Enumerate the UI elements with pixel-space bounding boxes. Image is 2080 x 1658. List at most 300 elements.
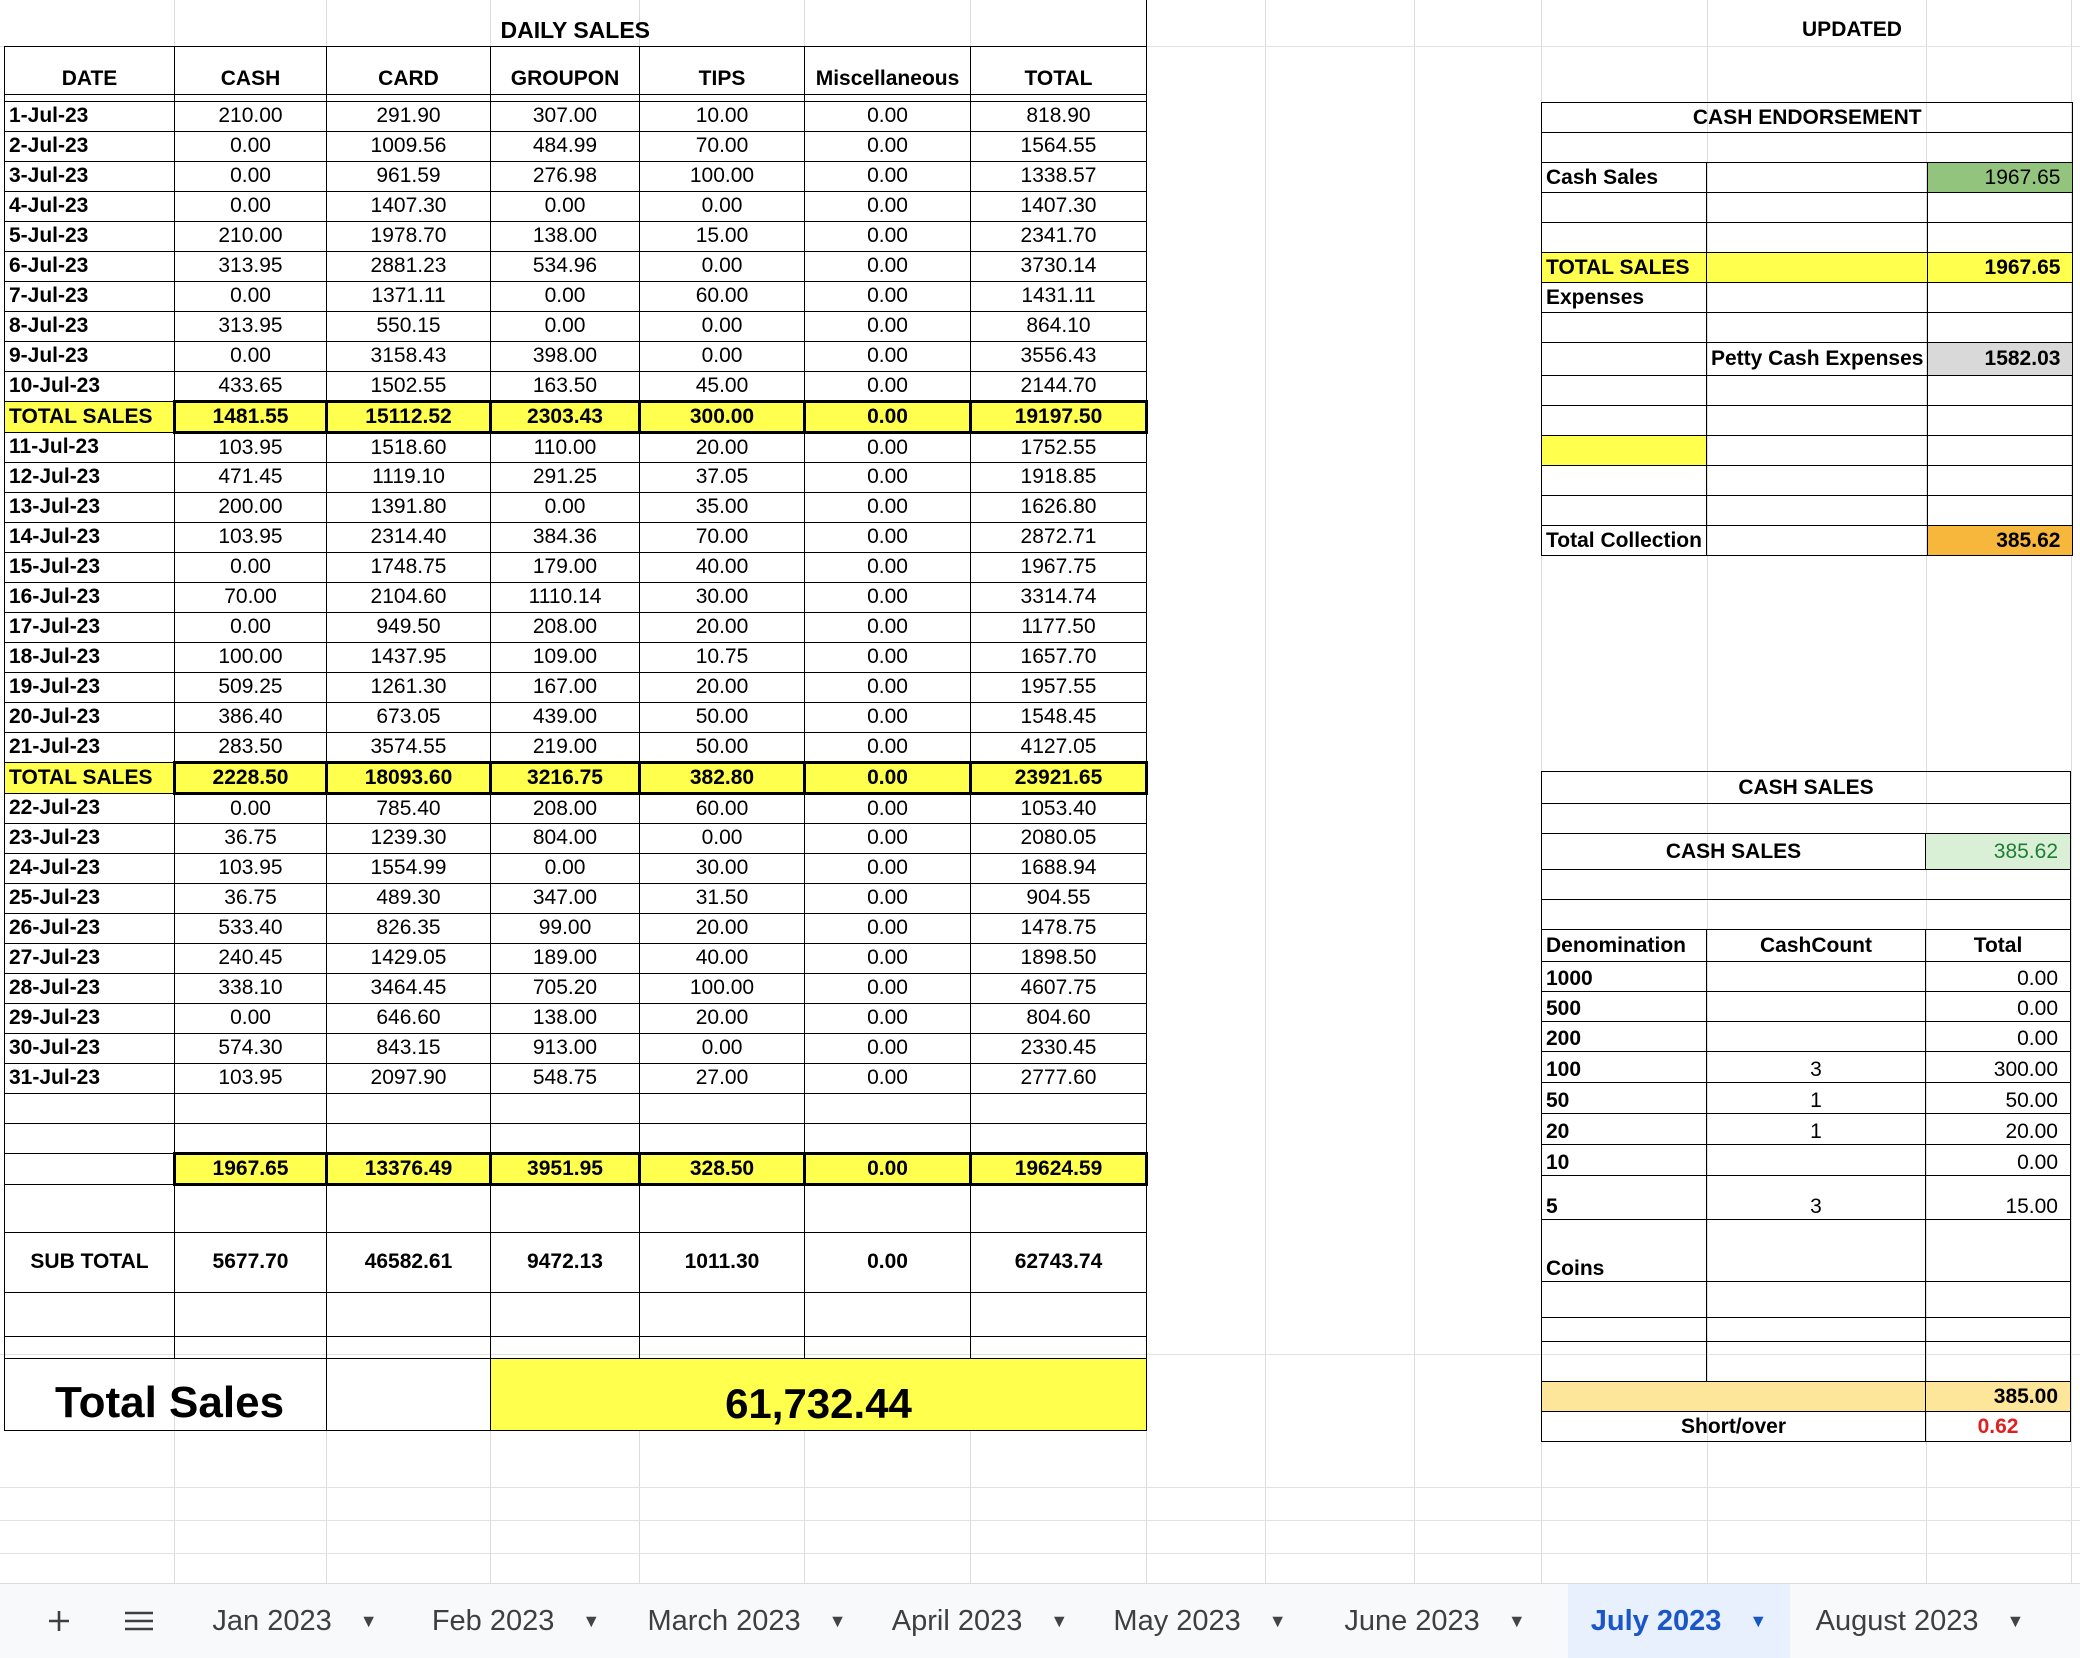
cell-total[interactable]: 2872.71 (971, 522, 1147, 552)
cell-misc[interactable]: 0.00 (805, 612, 971, 642)
sheet-tab[interactable] (1790, 1584, 2050, 1658)
cell-tips[interactable]: 328.50 (640, 1153, 805, 1184)
chevron-down-icon[interactable]: ▼ (1050, 1610, 1069, 1631)
cell-total[interactable]: 23921.65 (971, 762, 1147, 793)
cell-misc[interactable]: 0.00 (805, 582, 971, 612)
cell-date[interactable]: 6-Jul-23 (5, 251, 175, 281)
cell-card[interactable]: 2881.23 (327, 251, 491, 281)
cell-date[interactable]: 2-Jul-23 (5, 131, 175, 161)
cell-date[interactable]: 16-Jul-23 (5, 582, 175, 612)
cell-date[interactable]: 3-Jul-23 (5, 161, 175, 191)
cell-cash[interactable]: 433.65 (175, 371, 327, 401)
denomination-value[interactable]: 500 (1542, 992, 1707, 1022)
cell-groupon[interactable]: 138.00 (491, 1003, 640, 1033)
cell-card[interactable]: 3158.43 (327, 341, 491, 371)
cell-cash[interactable]: 0.00 (175, 131, 327, 161)
cell-card[interactable]: 15112.52 (327, 401, 491, 432)
col-header-card[interactable]: CARD (327, 46, 491, 94)
cell-card[interactable]: 673.05 (327, 702, 491, 732)
cell-groupon[interactable]: 534.96 (491, 251, 640, 281)
cell-misc[interactable]: 0.00 (805, 221, 971, 251)
cell-card[interactable]: 13376.49 (327, 1153, 491, 1184)
cell-misc[interactable]: 0.00 (805, 131, 971, 161)
cell-card[interactable]: 2097.90 (327, 1063, 491, 1093)
cash-count-value[interactable] (1707, 1022, 1926, 1052)
cell-date[interactable]: 11-Jul-23 (5, 432, 175, 462)
cell-cash[interactable]: 509.25 (175, 672, 327, 702)
cell-cash[interactable]: 0.00 (175, 161, 327, 191)
cell-groupon[interactable]: 307.00 (491, 101, 640, 131)
cell-card[interactable]: 646.60 (327, 1003, 491, 1033)
cash-count-value[interactable]: 1 (1707, 1114, 1926, 1145)
cell-date[interactable]: 12-Jul-23 (5, 462, 175, 492)
cell-groupon[interactable]: 276.98 (491, 161, 640, 191)
cell-groupon[interactable]: 110.00 (491, 432, 640, 462)
cell-card[interactable]: 1239.30 (327, 823, 491, 853)
cell-cash[interactable]: 103.95 (175, 853, 327, 883)
chevron-down-icon[interactable]: ▼ (359, 1610, 378, 1631)
cell-total[interactable]: 2341.70 (971, 221, 1147, 251)
cash-sales-label[interactable]: Cash Sales (1542, 163, 1707, 193)
cell-misc[interactable]: 0.00 (805, 1153, 971, 1184)
cell-tips[interactable]: 100.00 (640, 973, 805, 1003)
cell-cash[interactable]: 0.00 (175, 281, 327, 311)
cell-tips[interactable]: 0.00 (640, 823, 805, 853)
cell-groupon[interactable]: 804.00 (491, 823, 640, 853)
cell-date[interactable]: 20-Jul-23 (5, 702, 175, 732)
cash-count-value[interactable]: 3 (1707, 1052, 1926, 1083)
chevron-down-icon[interactable]: ▼ (2006, 1610, 2025, 1631)
cell-cash[interactable]: 210.00 (175, 101, 327, 131)
denomination-total-value[interactable]: 0.00 (1926, 1145, 2071, 1176)
cell-tips[interactable]: 40.00 (640, 552, 805, 582)
cell-misc[interactable]: 0.00 (805, 341, 971, 371)
cell-misc[interactable]: 0.00 (805, 943, 971, 973)
cell-cash[interactable]: 0.00 (175, 1003, 327, 1033)
cell-misc[interactable]: 0.00 (805, 251, 971, 281)
cell-total[interactable]: 1431.11 (971, 281, 1147, 311)
highlighted-empty-cell[interactable] (1542, 436, 1707, 466)
cell-groupon[interactable]: 548.75 (491, 1063, 640, 1093)
short-over-value[interactable]: 0.62 (1926, 1412, 2071, 1442)
all-sheets-menu-icon[interactable] (116, 1598, 162, 1644)
total-collection-label[interactable]: Total Collection (1542, 526, 1707, 556)
cell-date[interactable]: 8-Jul-23 (5, 311, 175, 341)
cell-misc[interactable]: 0.00 (805, 552, 971, 582)
cell-date[interactable]: 21-Jul-23 (5, 732, 175, 762)
cell-total[interactable]: 1053.40 (971, 793, 1147, 823)
cash-count-value[interactable]: 3 (1707, 1176, 1926, 1220)
denomination-total-value[interactable]: 0.00 (1926, 962, 2071, 992)
denomination-value[interactable]: 200 (1542, 1022, 1707, 1052)
denomination-total-value[interactable]: 50.00 (1926, 1083, 2071, 1114)
cell-total[interactable]: 2080.05 (971, 823, 1147, 853)
cell-groupon[interactable]: 1110.14 (491, 582, 640, 612)
cell-cash[interactable]: 103.95 (175, 432, 327, 462)
cell-tips[interactable]: 20.00 (640, 612, 805, 642)
denomination-value[interactable]: 1000 (1542, 962, 1707, 992)
cell-card[interactable]: 1371.11 (327, 281, 491, 311)
chevron-down-icon[interactable]: ▼ (1749, 1610, 1768, 1631)
cell-total[interactable]: 1752.55 (971, 432, 1147, 462)
cell-total[interactable]: 864.10 (971, 311, 1147, 341)
cell-date[interactable]: TOTAL SALES (5, 762, 175, 793)
cell-card[interactable]: 3574.55 (327, 732, 491, 762)
cash-count-value[interactable] (1707, 1145, 1926, 1176)
cell-tips[interactable]: 10.00 (640, 101, 805, 131)
cell-groupon[interactable]: 208.00 (491, 612, 640, 642)
cell-cash[interactable]: 313.95 (175, 311, 327, 341)
denomination-value[interactable]: 5 (1542, 1176, 1707, 1220)
cell-card[interactable]: 1437.95 (327, 642, 491, 672)
col-header-miscellaneous[interactable]: Miscellaneous (805, 46, 971, 94)
cell-total[interactable]: 1177.50 (971, 612, 1147, 642)
chevron-down-icon[interactable]: ▼ (828, 1610, 847, 1631)
cell-misc[interactable]: 0.00 (805, 522, 971, 552)
cell-total[interactable]: 2330.45 (971, 1033, 1147, 1063)
cell-total[interactable]: 1626.80 (971, 492, 1147, 522)
cell-total[interactable]: 4607.75 (971, 973, 1147, 1003)
cell-groupon[interactable]: 0.00 (491, 191, 640, 221)
cell-misc[interactable]: 0.00 (805, 1063, 971, 1093)
cell-misc[interactable]: 0.00 (805, 462, 971, 492)
cell-groupon[interactable]: 219.00 (491, 732, 640, 762)
cell-date[interactable]: 23-Jul-23 (5, 823, 175, 853)
denomination-value[interactable]: 100 (1542, 1052, 1707, 1083)
cell-cash[interactable]: 0.00 (175, 341, 327, 371)
cell-cash[interactable]: 103.95 (175, 522, 327, 552)
cell-cash[interactable]: 36.75 (175, 823, 327, 853)
cell-total[interactable]: 19624.59 (971, 1153, 1147, 1184)
cell-card[interactable]: 1748.75 (327, 552, 491, 582)
cell-cash[interactable]: 313.95 (175, 251, 327, 281)
total-sales-value[interactable]: 1967.65 (1928, 253, 2073, 283)
cell-card[interactable]: 2314.40 (327, 522, 491, 552)
cell-date[interactable]: 5-Jul-23 (5, 221, 175, 251)
cell-groupon[interactable]: 0.00 (491, 281, 640, 311)
cell-tips[interactable]: 20.00 (640, 432, 805, 462)
cell-groupon[interactable]: 109.00 (491, 642, 640, 672)
cell-card[interactable]: 1391.80 (327, 492, 491, 522)
cell-date[interactable]: 29-Jul-23 (5, 1003, 175, 1033)
cell-date[interactable]: 10-Jul-23 (5, 371, 175, 401)
cell-tips[interactable]: 27.00 (640, 1063, 805, 1093)
cash-sales-label-2[interactable]: CASH SALES (1542, 834, 1926, 870)
cell-total[interactable]: 19197.50 (971, 401, 1147, 432)
cell-cash[interactable]: 1967.65 (175, 1153, 327, 1184)
cell-card[interactable]: 550.15 (327, 311, 491, 341)
cell-card[interactable]: 1119.10 (327, 462, 491, 492)
cell-date[interactable]: 19-Jul-23 (5, 672, 175, 702)
cell-tips[interactable]: 0.00 (640, 311, 805, 341)
cell-total[interactable]: 3556.43 (971, 341, 1147, 371)
cell-cash[interactable]: 471.45 (175, 462, 327, 492)
cell-tips[interactable]: 31.50 (640, 883, 805, 913)
sheet-tab[interactable] (200, 1584, 390, 1658)
cell-groupon[interactable]: 398.00 (491, 341, 640, 371)
cell-groupon[interactable]: 2303.43 (491, 401, 640, 432)
cell-total[interactable]: 3730.14 (971, 251, 1147, 281)
cell-tips[interactable]: 20.00 (640, 913, 805, 943)
cell-tips[interactable]: 0.00 (640, 1033, 805, 1063)
total-collection-value[interactable]: 385.62 (1928, 526, 2073, 556)
total-sales-big-label[interactable]: Total Sales (5, 1358, 327, 1430)
cash-count-value[interactable] (1707, 962, 1926, 992)
cell-total[interactable]: 804.60 (971, 1003, 1147, 1033)
cell-groupon[interactable]: 291.25 (491, 462, 640, 492)
subtotal-total[interactable]: 62743.74 (971, 1232, 1147, 1292)
cell-cash[interactable]: 200.00 (175, 492, 327, 522)
cell-misc[interactable]: 0.00 (805, 401, 971, 432)
cell-total[interactable]: 2777.60 (971, 1063, 1147, 1093)
cell-tips[interactable]: 20.00 (640, 672, 805, 702)
cell-misc[interactable]: 0.00 (805, 702, 971, 732)
cell-date[interactable]: 17-Jul-23 (5, 612, 175, 642)
cell-tips[interactable]: 45.00 (640, 371, 805, 401)
cell-cash[interactable]: 283.50 (175, 732, 327, 762)
cell-cash[interactable]: 103.95 (175, 1063, 327, 1093)
cell-cash[interactable]: 100.00 (175, 642, 327, 672)
cell-tips[interactable]: 0.00 (640, 191, 805, 221)
cell-groupon[interactable]: 0.00 (491, 311, 640, 341)
cell-card[interactable]: 291.90 (327, 101, 491, 131)
cell-total[interactable]: 1918.85 (971, 462, 1147, 492)
cell-groupon[interactable]: 705.20 (491, 973, 640, 1003)
cell-total[interactable]: 1478.75 (971, 913, 1147, 943)
cell-groupon[interactable]: 3216.75 (491, 762, 640, 793)
cash-sales-value[interactable]: 1967.65 (1928, 163, 2073, 193)
cell-cash[interactable]: 210.00 (175, 221, 327, 251)
petty-cash-expenses-value[interactable]: 1582.03 (1928, 343, 2073, 376)
cell-cash[interactable]: 36.75 (175, 883, 327, 913)
cell-tips[interactable]: 300.00 (640, 401, 805, 432)
cell-date[interactable]: 27-Jul-23 (5, 943, 175, 973)
cell-tips[interactable]: 10.75 (640, 642, 805, 672)
cell-date[interactable]: 31-Jul-23 (5, 1063, 175, 1093)
subtotal-card[interactable]: 46582.61 (327, 1232, 491, 1292)
cell-misc[interactable]: 0.00 (805, 883, 971, 913)
total-sales-big-value[interactable]: 61,732.44 (491, 1358, 1147, 1430)
cell-card[interactable]: 1009.56 (327, 131, 491, 161)
cell-misc[interactable]: 0.00 (805, 793, 971, 823)
cell-groupon[interactable]: 138.00 (491, 221, 640, 251)
cash-count-value[interactable]: 1 (1707, 1083, 1926, 1114)
cell-total[interactable]: 1967.75 (971, 552, 1147, 582)
cell-total[interactable]: 904.55 (971, 883, 1147, 913)
chevron-down-icon[interactable]: ▼ (1507, 1610, 1526, 1631)
chevron-down-icon[interactable]: ▼ (582, 1610, 601, 1631)
cell-cash[interactable]: 2228.50 (175, 762, 327, 793)
cell-cash[interactable]: 574.30 (175, 1033, 327, 1063)
cell-card[interactable]: 489.30 (327, 883, 491, 913)
denomination-value[interactable]: 50 (1542, 1083, 1707, 1114)
cell-date[interactable]: 15-Jul-23 (5, 552, 175, 582)
cell-groupon[interactable]: 0.00 (491, 492, 640, 522)
cell-total[interactable]: 2144.70 (971, 371, 1147, 401)
plus-icon[interactable] (36, 1598, 82, 1644)
cell-cash[interactable]: 70.00 (175, 582, 327, 612)
cell-total[interactable]: 1657.70 (971, 642, 1147, 672)
cell-total[interactable]: 4127.05 (971, 732, 1147, 762)
cell-tips[interactable]: 60.00 (640, 281, 805, 311)
cell-misc[interactable]: 0.00 (805, 823, 971, 853)
subtotal-tips[interactable]: 1011.30 (640, 1232, 805, 1292)
cell-tips[interactable]: 382.80 (640, 762, 805, 793)
cell-date[interactable]: 25-Jul-23 (5, 883, 175, 913)
cell-tips[interactable]: 37.05 (640, 462, 805, 492)
cell-date[interactable]: 28-Jul-23 (5, 973, 175, 1003)
sheet-tab[interactable] (634, 1584, 860, 1658)
subtotal-misc[interactable]: 0.00 (805, 1232, 971, 1292)
sheet-tab[interactable] (1100, 1584, 1300, 1658)
cell-card[interactable]: 826.35 (327, 913, 491, 943)
cell-misc[interactable]: 0.00 (805, 732, 971, 762)
cell-total[interactable]: 818.90 (971, 101, 1147, 131)
cell-groupon[interactable]: 167.00 (491, 672, 640, 702)
total-sales-label[interactable]: TOTAL SALES (1542, 253, 1707, 283)
cash-count-value[interactable] (1707, 992, 1926, 1022)
cell-tips[interactable]: 50.00 (640, 702, 805, 732)
cashcount-header[interactable]: CashCount (1707, 930, 1926, 962)
cell-card[interactable]: 785.40 (327, 793, 491, 823)
coins-label[interactable]: Coins (1542, 1220, 1707, 1282)
denomination-header[interactable]: Denomination (1542, 930, 1707, 962)
cell-groupon[interactable]: 3951.95 (491, 1153, 640, 1184)
denomination-total-value[interactable]: 0.00 (1926, 992, 2071, 1022)
cell-card[interactable]: 3464.45 (327, 973, 491, 1003)
denomination-value[interactable]: 10 (1542, 1145, 1707, 1176)
cell-misc[interactable]: 0.00 (805, 973, 971, 1003)
cell-tips[interactable]: 30.00 (640, 582, 805, 612)
cell-groupon[interactable]: 99.00 (491, 913, 640, 943)
cell-groupon[interactable]: 439.00 (491, 702, 640, 732)
cell-misc[interactable]: 0.00 (805, 161, 971, 191)
cell-groupon[interactable]: 484.99 (491, 131, 640, 161)
cell-misc[interactable]: 0.00 (805, 853, 971, 883)
cell-misc[interactable]: 0.00 (805, 762, 971, 793)
cell-cash[interactable]: 0.00 (175, 191, 327, 221)
cell-tips[interactable]: 60.00 (640, 793, 805, 823)
cell-card[interactable]: 1407.30 (327, 191, 491, 221)
cell-misc[interactable]: 0.00 (805, 642, 971, 672)
cell-tips[interactable]: 35.00 (640, 492, 805, 522)
cell-card[interactable]: 1429.05 (327, 943, 491, 973)
petty-cash-expenses-label[interactable]: Petty Cash Expenses (1707, 343, 1928, 376)
cell-misc[interactable]: 0.00 (805, 311, 971, 341)
cell-card[interactable]: 2104.60 (327, 582, 491, 612)
denomination-total-value[interactable]: 15.00 (1926, 1176, 2071, 1220)
col-header-total[interactable]: TOTAL (971, 46, 1147, 94)
cell-date[interactable]: 22-Jul-23 (5, 793, 175, 823)
cell-groupon[interactable]: 0.00 (491, 853, 640, 883)
cell-card[interactable]: 18093.60 (327, 762, 491, 793)
cell-date[interactable]: 1-Jul-23 (5, 101, 175, 131)
cell-card[interactable]: 1554.99 (327, 853, 491, 883)
cell-tips[interactable]: 70.00 (640, 131, 805, 161)
cell-total[interactable]: 1407.30 (971, 191, 1147, 221)
cash-sales-value-2[interactable]: 385.62 (1926, 834, 2071, 870)
cell-misc[interactable]: 0.00 (805, 281, 971, 311)
cell-date[interactable]: 4-Jul-23 (5, 191, 175, 221)
cell-card[interactable]: 1978.70 (327, 221, 491, 251)
denomination-total-value[interactable]: 300.00 (1926, 1052, 2071, 1083)
cell-cash[interactable]: 386.40 (175, 702, 327, 732)
cell-total[interactable]: 1957.55 (971, 672, 1147, 702)
cash-count-sum[interactable]: 385.00 (1926, 1382, 2071, 1412)
cell-date[interactable]: 9-Jul-23 (5, 341, 175, 371)
cell-misc[interactable]: 0.00 (805, 1003, 971, 1033)
cell-card[interactable]: 961.59 (327, 161, 491, 191)
denomination-value[interactable]: 20 (1542, 1114, 1707, 1145)
cell-misc[interactable]: 0.00 (805, 101, 971, 131)
cell-cash[interactable]: 0.00 (175, 552, 327, 582)
cell-misc[interactable]: 0.00 (805, 672, 971, 702)
cell-date[interactable]: 14-Jul-23 (5, 522, 175, 552)
cell-date[interactable]: TOTAL SALES (5, 401, 175, 432)
cell-date[interactable]: 13-Jul-23 (5, 492, 175, 522)
subtotal-label[interactable]: SUB TOTAL (5, 1232, 175, 1292)
cell-misc[interactable]: 0.00 (805, 432, 971, 462)
cell-cash[interactable]: 1481.55 (175, 401, 327, 432)
cell-tips[interactable]: 20.00 (640, 1003, 805, 1033)
cell-groupon[interactable]: 208.00 (491, 793, 640, 823)
cell-cash[interactable]: 533.40 (175, 913, 327, 943)
col-header-groupon[interactable]: GROUPON (491, 46, 640, 94)
cell-date[interactable]: 7-Jul-23 (5, 281, 175, 311)
cell-misc[interactable]: 0.00 (805, 913, 971, 943)
cell-tips[interactable]: 100.00 (640, 161, 805, 191)
expenses-label[interactable]: Expenses (1542, 283, 1707, 313)
short-over-label[interactable]: Short/over (1542, 1412, 1926, 1442)
denomination-total-value[interactable]: 20.00 (1926, 1114, 2071, 1145)
subtotal-cash[interactable]: 5677.70 (175, 1232, 327, 1292)
cell-misc[interactable]: 0.00 (805, 371, 971, 401)
cell-misc[interactable]: 0.00 (805, 492, 971, 522)
cell-tips[interactable]: 70.00 (640, 522, 805, 552)
cell-total[interactable]: 1898.50 (971, 943, 1147, 973)
cell-total[interactable]: 3314.74 (971, 582, 1147, 612)
cell-tips[interactable]: 0.00 (640, 251, 805, 281)
denomination-total-value[interactable]: 0.00 (1926, 1022, 2071, 1052)
cell-groupon[interactable]: 163.50 (491, 371, 640, 401)
cell-date[interactable]: 30-Jul-23 (5, 1033, 175, 1063)
cell-total[interactable]: 1338.57 (971, 161, 1147, 191)
cell-total[interactable]: 1564.55 (971, 131, 1147, 161)
denomination-total-header[interactable]: Total (1926, 930, 2071, 962)
cell-card[interactable]: 1261.30 (327, 672, 491, 702)
cell-cash[interactable]: 0.00 (175, 793, 327, 823)
cell-cash[interactable]: 240.45 (175, 943, 327, 973)
sheet-tab[interactable] (880, 1584, 1080, 1658)
col-header-tips[interactable]: TIPS (640, 46, 805, 94)
sheet-tab[interactable] (1568, 1584, 1790, 1658)
cell-misc[interactable]: 0.00 (805, 191, 971, 221)
chevron-down-icon[interactable]: ▼ (1268, 1610, 1287, 1631)
cell-cash[interactable]: 0.00 (175, 612, 327, 642)
cell-groupon[interactable]: 189.00 (491, 943, 640, 973)
cell-groupon[interactable]: 347.00 (491, 883, 640, 913)
cell-groupon[interactable]: 913.00 (491, 1033, 640, 1063)
cell-card[interactable]: 843.15 (327, 1033, 491, 1063)
cell-total[interactable]: 1548.45 (971, 702, 1147, 732)
sheet-tab[interactable] (1320, 1584, 1550, 1658)
cell-total[interactable]: 1688.94 (971, 853, 1147, 883)
cell-tips[interactable]: 30.00 (640, 853, 805, 883)
cell-card[interactable]: 1518.60 (327, 432, 491, 462)
cell-misc[interactable]: 0.00 (805, 1033, 971, 1063)
col-header-date[interactable]: DATE (5, 46, 175, 94)
cell-groupon[interactable]: 179.00 (491, 552, 640, 582)
